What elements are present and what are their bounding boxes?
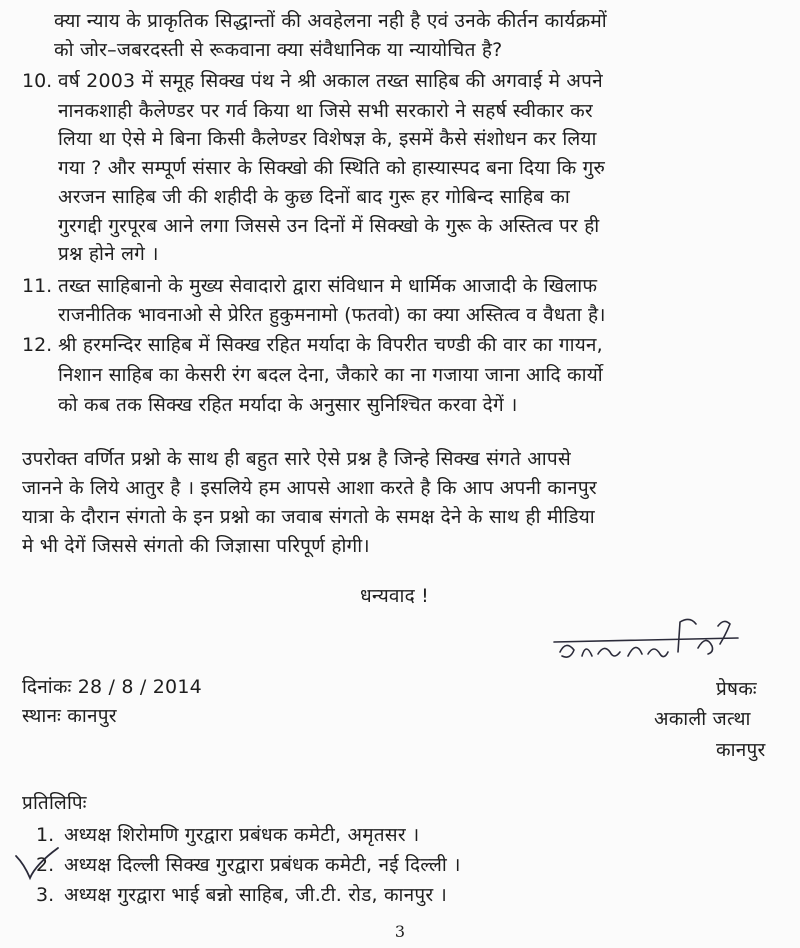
item-line: प्रश्न होने लगे । [58, 243, 159, 265]
date-label: दिनांकः 28 / 8 / 2014 [22, 676, 202, 698]
copy-item: अध्यक्ष गुरद्वारा भाई बन्नो साहिब, जी.टी. रोड, कानपुर । [64, 884, 448, 906]
tick-mark-icon [12, 842, 62, 882]
intro-line: को जोर–जबरदस्ती से रूकवाना क्या संवैधानिक या न्यायोचित है? [54, 39, 503, 61]
item-number: 12. [22, 334, 53, 356]
item-line: नानकशाही कैलेण्डर पर गर्व किया था जिसे सभी सरकारो ने सहर्ष स्वीकार कर [58, 100, 593, 122]
copy-item: अध्यक्ष दिल्ली सिक्ख गुरद्वारा प्रबंधक कमेटी, नई दिल्ली । [64, 854, 461, 876]
item-number: 10. [22, 70, 53, 92]
item-line: अरजन साहिब जी की शहीदी के कुछ दिनों बाद गुरू हर गोबिन्द साहिब का [58, 186, 570, 208]
item-line: वर्ष 2003 में समूह सिक्ख पंथ ने श्री अकाल तख्त साहिब की अगवाई मे अपने [58, 70, 603, 92]
thanks-text: धन्यवाद ! [360, 585, 429, 607]
item-line: गुरगद्दी गुरपूरब आने लगा जिससे उन दिनों में सिक्खो के गुरू के अस्तित्व पर ही [58, 215, 600, 237]
sender-label: प्रेषकः [716, 678, 757, 700]
closing-line: उपरोक्त वर्णित प्रश्नो के साथ ही बहुत सारे ऐसे प्रश्न है जिन्हे सिक्ख संगते आपसे [22, 448, 571, 470]
copy-number: 3. [36, 884, 55, 906]
item-number: 11. [22, 275, 53, 297]
copy-item: अध्यक्ष शिरोमणि गुरद्वारा प्रबंधक कमेटी, अमृतसर । [64, 824, 420, 846]
sender-city: कानपुर [716, 739, 766, 761]
page-number: 3 [394, 922, 406, 941]
item-line: गया ? और सम्पूर्ण संसार के सिक्खो की स्थिति को हास्यास्पद बना दिया कि गुरु [58, 157, 606, 179]
item-line: श्री हरमन्दिर साहिब में सिक्ख रहित मर्यादा के विपरीत चण्डी की वार का गायन, [58, 334, 603, 356]
signature [548, 612, 748, 672]
copies-heading: प्रतिलिपिः [22, 792, 87, 814]
copy-number: 2. [36, 854, 55, 876]
item-line: तख्त साहिबानो के मुख्य सेवादारो द्वारा संविधान मे धार्मिक आजादी के खिलाफ [58, 275, 598, 297]
sender-org: अकाली जत्था [654, 708, 751, 730]
copy-number: 1. [36, 824, 55, 846]
closing-line: यात्रा के दौरान संगतो के इन प्रश्नो का जवाब संगतो के समक्ष देने के साथ ही मीडिया [22, 506, 595, 528]
item-line: राजनीतिक भावनाओ से प्रेरित हुकुमनामो (फतवो) का क्या अस्तित्व व वैधता है। [58, 304, 606, 326]
intro-line: क्या न्याय के प्राकृतिक सिद्धान्तों की अवहेलना नही है एवं उनके कीर्तन कार्यक्रमों [54, 10, 607, 32]
item-line: निशान साहिब का केसरी रंग बदल देना, जैकारे का ना गजाया जाना आदि कार्यो [58, 364, 603, 386]
item-line: लिया था ऐसे मे बिना किसी कैलेण्डर विशेषज्ञ के, इसमें कैसे संशोधन कर लिया [58, 128, 597, 150]
closing-line: जानने के लिये आतुर है । इसलिये हम आपसे आशा करते है कि आप अपनी कानपुर [22, 477, 597, 499]
item-line: को कब तक सिक्ख रहित मर्यादा के अनुसार सुनिश्चित करवा देगें । [58, 394, 518, 416]
place-label: स्थानः कानपुर [22, 705, 117, 727]
closing-line: मे भी देगें जिससे संगतो की जिज्ञासा परिपूर्ण होगी। [22, 535, 370, 557]
